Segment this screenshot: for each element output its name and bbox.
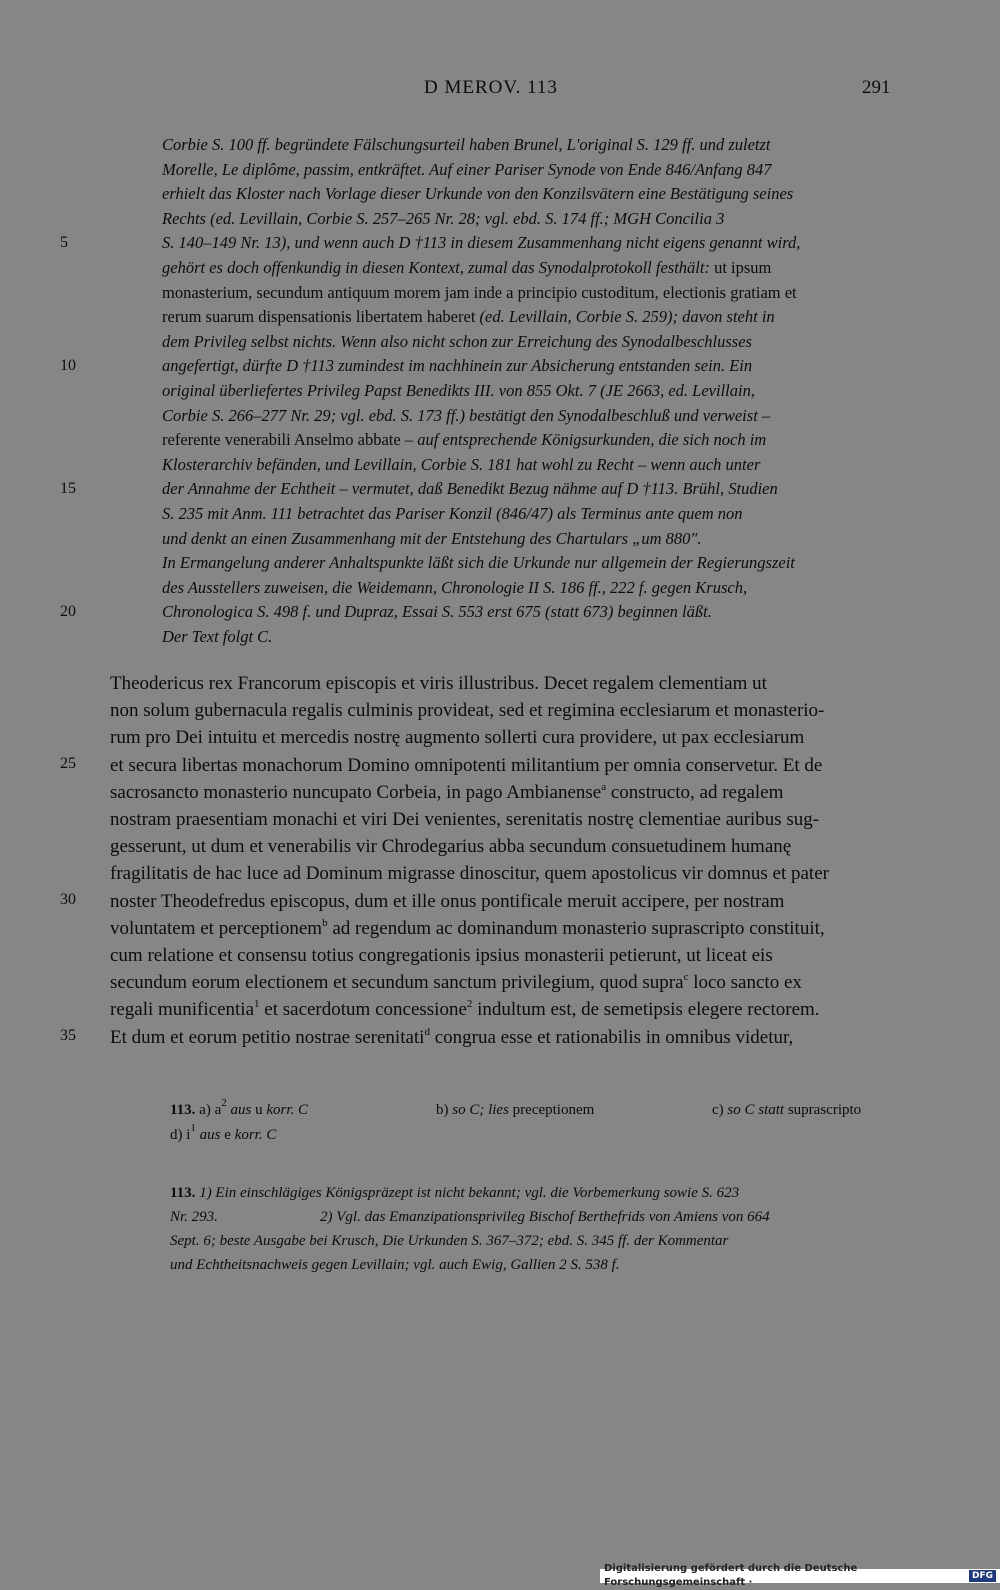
apparatus-note-b: b) so C; lies preceptionem: [436, 1102, 595, 1118]
intro-line: Corbie S. 100 ff. begründete Fälschungsurteil haben Brunel, L'original S. 129 ff. und zuletzt: [162, 135, 771, 154]
intro-line: In Ermangelung anderer Anhaltspunkte läßt sich die Urkunde nur allgemein der Regierungszeit: [162, 553, 795, 573]
intro-line: Chronologica S. 498 f. und Dupraz, Essai S. 553 erst 675 (statt 673) beginnen läßt.: [162, 602, 712, 622]
intro-line: S. 235 mit Anm. 111 betrachtet das Pariser Konzil (846/47) als Terminus ante quem non: [162, 504, 743, 523]
charter-line: noster Theodefredus episcopus, dum et ille onus pontificale meruit accipere, per nostram: [110, 890, 785, 912]
intro-line: angefertigt, dürfte D †113 zumindest im nachhinein zur Absicherung entstanden sein. Ein: [162, 356, 753, 376]
charter-line: regali munificentia$^1$ et sacerdotum concessione$^2$ indultum est, de semetipsis elegere rectorem.: [110, 998, 820, 1021]
intro-line: der Annahme der Echtheit – vermutet, daß Benedikt Bezug nähme auf D †113. Brühl, Studien: [162, 479, 778, 499]
intro-line: Rechts (ed. Levillain, Corbie S. 257–265 Nr. 28; vgl. ebd. S. 174 ff.; MGH Concilia 3: [162, 208, 725, 228]
commentary-note-1: 113. 1) Ein einschlägiges Königspräzept ist nicht bekannt; vgl. die Vorbemerkung sowie S. 623: [170, 1185, 740, 1201]
intro-line: original überliefertes Privileg Papst Benedikts III. von 855 Okt. 7 (JE 2663, ed. Levillain,: [162, 381, 755, 400]
charter-line: Theodericus rex Francorum episcopis et viris illustribus. Decet regalem clementiam ut: [110, 673, 767, 694]
apparatus-note-d: d) $i^1$ aus e korr. C: [170, 1122, 277, 1143]
charter-line: non solum gubernacula regalis culminis provideat, sed et regimina ecclesiarum et monasterio-: [110, 700, 825, 722]
commentary-note-2: 2) Vgl. das Emanzipationsprivileg Bischof Berthefrids von Amiens von 664: [320, 1209, 770, 1225]
line-number: 20: [60, 603, 76, 621]
line-number: 30: [60, 890, 76, 908]
commentary-note-1-cont: Nr. 293.: [170, 1209, 218, 1225]
funding-text: Digitalisierung gefördert durch die Deutsche Forschungsgemeinschaft ·: [604, 1563, 858, 1588]
intro-line: des Ausstellers zuweisen, die Weidemann, Chronologie II S. 186 ff., 222 f. gegen Krusch,: [162, 577, 748, 597]
intro-line: S. 140–149 Nr. 13), und wenn auch D †113 in diesem Zusammenhang nicht eigens genannt wird,: [162, 233, 801, 253]
charter-line: secundum eorum electionem et secundum sanctum privilegium, quod supra$^c$ loco sancto ex: [110, 971, 802, 994]
line-number: 5: [60, 234, 68, 252]
intro-line: Klosterarchiv befänden, und Levillain, Corbie S. 181 hat wohl zu Recht – wenn auch unter: [162, 454, 761, 474]
running-header: D MEROV. 113: [424, 77, 558, 98]
charter-line: rum pro Dei intuitu et mercedis nostrę augmento sollerti cura providere, ut pax ecclesiarum: [110, 727, 805, 749]
intro-line: Der Text folgt C.: [162, 627, 273, 646]
charter-line: et secura libertas monachorum Domino omnipotenti militantium per omnia conservetur. Et de: [110, 754, 823, 776]
funding-banner: [600, 1563, 1000, 1588]
commentary-note-2-cont: Sept. 6; beste Ausgabe bei Krusch, Die Urkunden S. 367–372; ebd. S. 345 ff. der Kommentar: [170, 1233, 729, 1249]
intro-line: rerum suarum dispensationis libertatem haberet (ed. Levillain, Corbie S. 259); davon steht in: [162, 307, 775, 327]
apparatus-note-c: c) so C statt suprascripto: [712, 1102, 862, 1118]
apparatus-note-a: 113. a) $a^2$ aus u korr. C: [170, 1097, 309, 1118]
charter-line: voluntatem et perceptionem$^b$ ad regendum ac dominandum monasterio suprascripto constituit,: [110, 916, 825, 939]
charter-line: cum relatione et consensu totius congregationis ipsius monasterii petierunt, ut liceat eis: [110, 945, 773, 966]
dfg-logo: DFG: [969, 1570, 996, 1582]
charter-line: Et dum et eorum petitio nostrae serenitati$^d$ congrua esse et rationabilis in omnibus videtur,: [110, 1025, 794, 1048]
intro-line: und denkt an einen Zusammenhang mit der Entstehung des Chartulars „um 880".: [162, 528, 702, 548]
intro-line: Morelle, Le diplôme, passim, entkräftet. Auf einer Pariser Synode von Ende 846/Anfang 847: [162, 159, 772, 179]
charter-line: sacrosancto monasterio nuncupato Corbeia, in pago Ambianense$^a$ constructo, ad regalem: [110, 780, 784, 803]
intro-line: gehört es doch offenkundig in diesen Kontext, zumal das Synodalprotokoll festhält: ut ipsum: [162, 258, 772, 277]
intro-line: dem Privileg selbst nichts. Wenn also nicht schon zur Erreichung des Synodalbeschlusses: [162, 331, 752, 351]
line-number: 25: [60, 754, 76, 772]
commentary-note-2-end: und Echtheitsnachweis gegen Levillain; vgl. auch Ewig, Gallien 2 S. 538 f.: [170, 1257, 620, 1273]
line-number: 10: [60, 357, 76, 375]
line-number: 15: [60, 480, 76, 498]
intro-line: referente venerabili Anselmo abbate – auf entsprechende Königsurkunden, die sich noch im: [162, 430, 767, 450]
intro-line: monasterium, secundum antiquum morem jam inde a principio custoditum, electionis gratiam et: [162, 282, 797, 302]
page-number: 291: [862, 77, 891, 98]
line-number: 35: [60, 1026, 76, 1044]
charter-line: fragilitatis de hac luce ad Dominum migrasse dinoscitur, quem apostolicus vir domnus et pater: [110, 863, 829, 885]
intro-line: erhielt das Kloster nach Vorlage dieser Urkunde von den Konzilsvätern eine Bestätigung seines: [162, 184, 794, 204]
charter-line: nostram praesentiam monachi et viri Dei venientes, serenitatis nostrę clementiae auribus sug-: [110, 809, 820, 830]
charter-line: gesserunt, ut dum et venerabilis vir Chrodegarius abba secundum consuetudinem humanę: [110, 836, 792, 858]
intro-line: Corbie S. 266–277 Nr. 29; vgl. ebd. S. 173 ff.) bestätigt den Synodalbeschluß und verweist –: [162, 405, 771, 425]
